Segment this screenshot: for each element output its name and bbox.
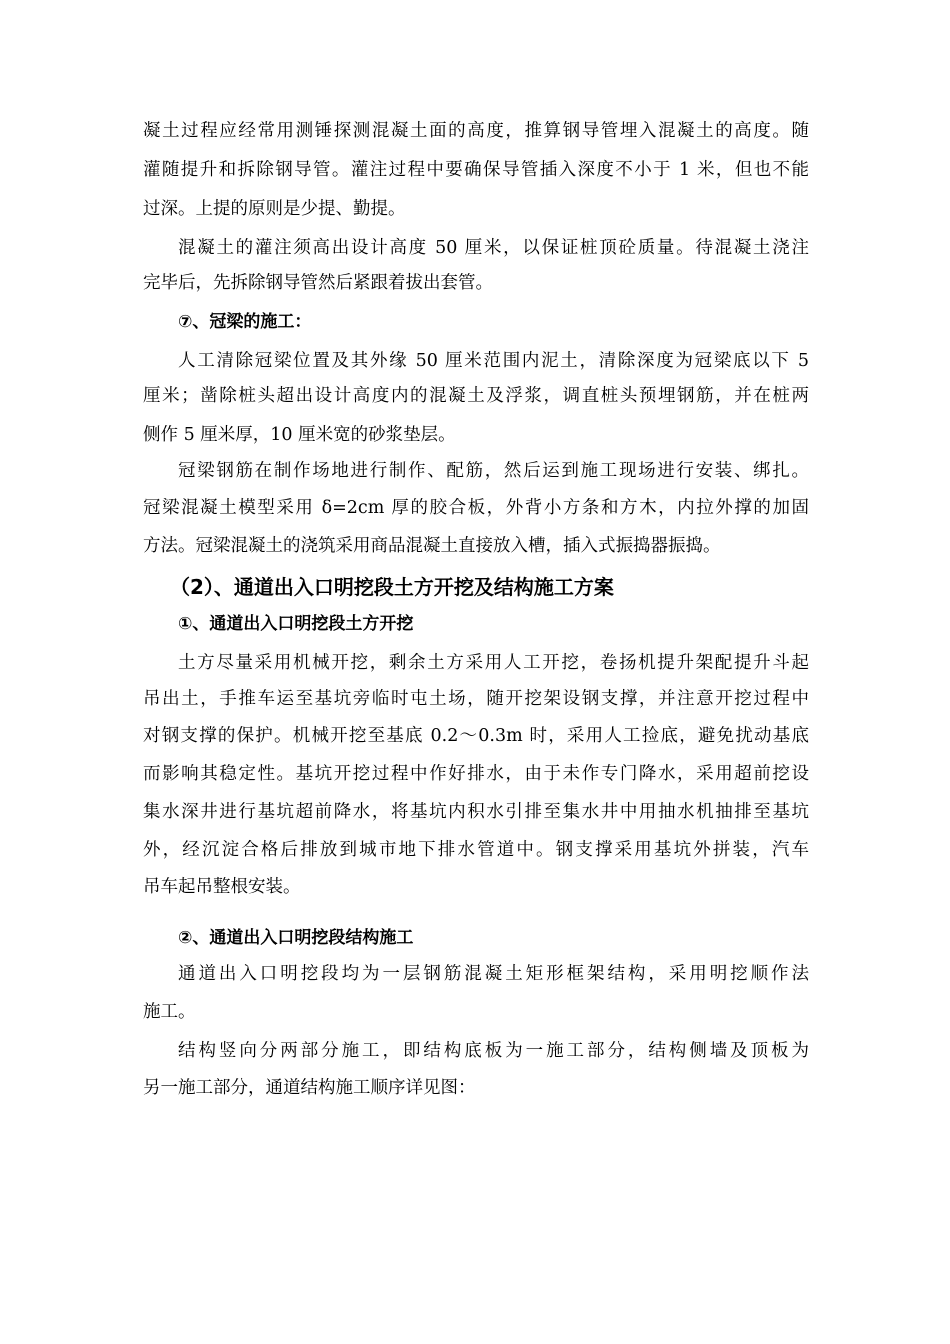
paragraph-line: 方法。冠梁混凝土的浇筑采用商品混凝土直接放入槽，插入式振捣器振捣。 <box>143 536 721 556</box>
section-heading-2: （2）、通道出入口明挖段土方开挖及结构施工方案 <box>170 575 614 599</box>
paragraph-line: 人工清除冠梁位置及其外缘 50 厘米范围内泥土，清除深度为冠梁底以下 5 <box>178 351 809 371</box>
paragraph-line: 土方尽量采用机械开挖，剩余土方采用人工开挖，卷扬机提升架配提升斗起 <box>178 653 809 673</box>
section-heading-crown-beam: ⑦、冠梁的施工： <box>178 312 312 332</box>
paragraph-line: 冠梁混凝土模型采用 δ=2cm 厚的胶合板，外背小方条和方木，内拉外撑的加固 <box>143 498 809 518</box>
paragraph-line: 完毕后，先拆除钢导管然后紧跟着拔出套管。 <box>143 273 493 293</box>
paragraph-line: 灌随提升和拆除钢导管。灌注过程中要确保导管插入深度不小于 1 米，但也不能 <box>143 160 809 180</box>
paragraph-line: 吊出土，手推车运至基坑旁临时屯土场，随开挖架设钢支撑，并注意开挖过程中 <box>143 689 809 709</box>
paragraph-line: 结构竖向分两部分施工，即结构底板为一施工部分，结构侧墙及顶板为 <box>178 1041 809 1061</box>
paragraph-line: 冠梁钢筋在制作场地进行制作、配筋，然后运到施工现场进行安装、绑扎。 <box>178 461 809 481</box>
paragraph-line: 而影响其稳定性。基坑开挖过程中作好排水，由于未作专门降水，采用超前挖设 <box>143 764 809 784</box>
subsection-heading-structure: ②、通道出入口明挖段结构施工 <box>178 928 414 948</box>
paragraph-line: 另一施工部分，通道结构施工顺序详见图： <box>143 1078 476 1098</box>
paragraph-line: 厘米；凿除桩头超出设计高度内的混凝土及浮浆，调直桩头预埋钢筋，并在桩两 <box>143 386 809 406</box>
paragraph-line: 凝土过程应经常用测锤探测混凝土面的高度，推算钢导管埋入混凝土的高度。随 <box>143 121 809 141</box>
paragraph-line: 混凝土的灌注须高出设计高度 50 厘米，以保证桩顶砼质量。待混凝土浇注 <box>178 238 809 258</box>
paragraph-line: 通道出入口明挖段均为一层钢筋混凝土矩形框架结构，采用明挖顺作法 <box>178 964 809 984</box>
paragraph-line: 施工。 <box>143 1002 196 1022</box>
paragraph-line: 集水深井进行基坑超前降水，将基坑内积水引排至集水井中用抽水机抽排至基坑 <box>143 802 809 822</box>
paragraph-line: 吊车起吊整根安装。 <box>143 877 301 897</box>
paragraph-line: 过深。上提的原则是少提、勤提。 <box>143 199 406 219</box>
paragraph-line: 对钢支撑的保护。机械开挖至基底 0.2～0.3m 时，采用人工捡底，避免扰动基底 <box>143 726 809 746</box>
paragraph-line: 侧作 5 厘米厚，10 厘米宽的砂浆垫层。 <box>143 425 456 445</box>
paragraph-line: 外，经沉淀合格后排放到城市地下排水管道中。钢支撑采用基坑外拼装，汽车 <box>143 840 809 860</box>
subsection-heading-excavation: ①、通道出入口明挖段土方开挖 <box>178 614 414 634</box>
